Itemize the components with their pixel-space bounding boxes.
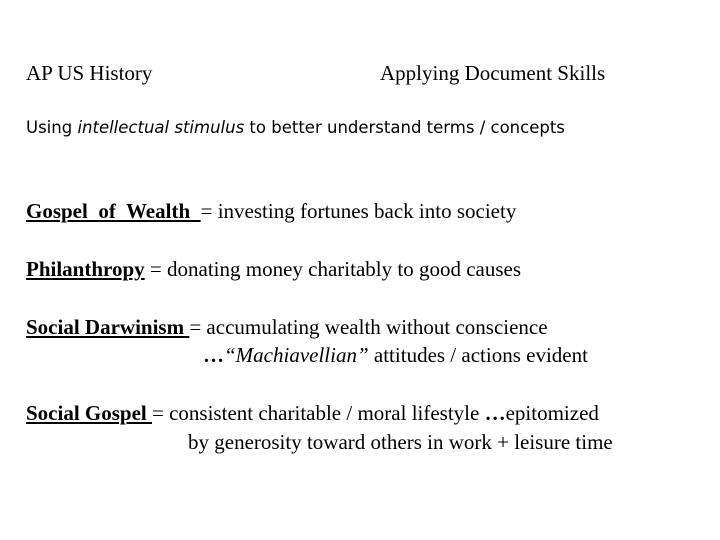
term-social-gospel	[26, 401, 599, 426]
subtitle-emphasis: intellectual stimulus	[77, 118, 245, 137]
subtitle	[26, 118, 565, 137]
term-label: Social Gospel	[26, 401, 153, 425]
term-gospel-of-wealth	[26, 199, 516, 224]
term-definition: = accumulating wealth without conscience	[189, 315, 548, 339]
topic-title: Applying Document Skills	[380, 61, 606, 85]
term-label: Social Darwinism	[26, 315, 190, 339]
quoted-term: “Machiavellian”	[224, 343, 369, 367]
continuation-text: attitudes / actions evident	[368, 343, 588, 367]
term-label: Gospel of Wealth	[26, 199, 201, 223]
ellipsis: …	[203, 343, 224, 367]
ellipsis: …	[484, 401, 506, 425]
term-philanthropy	[26, 257, 521, 282]
term-definition-end: epitomized	[505, 401, 599, 425]
term-definition: = investing fortunes back into society	[200, 199, 517, 223]
course-title: AP US History	[26, 61, 153, 85]
term-social-darwinism-continuation	[203, 343, 588, 368]
term-social-gospel-continuation: by generosity toward others in work + leisure time	[188, 430, 613, 454]
term-label: Philanthropy	[26, 257, 145, 281]
term-definition: = consistent charitable / moral lifestyle	[152, 401, 485, 425]
term-social-darwinism	[26, 315, 548, 340]
term-definition: = donating money charitably to good causes	[144, 257, 521, 281]
subtitle-before: Using	[26, 118, 78, 137]
subtitle-after: to better understand terms / concepts	[244, 118, 565, 137]
